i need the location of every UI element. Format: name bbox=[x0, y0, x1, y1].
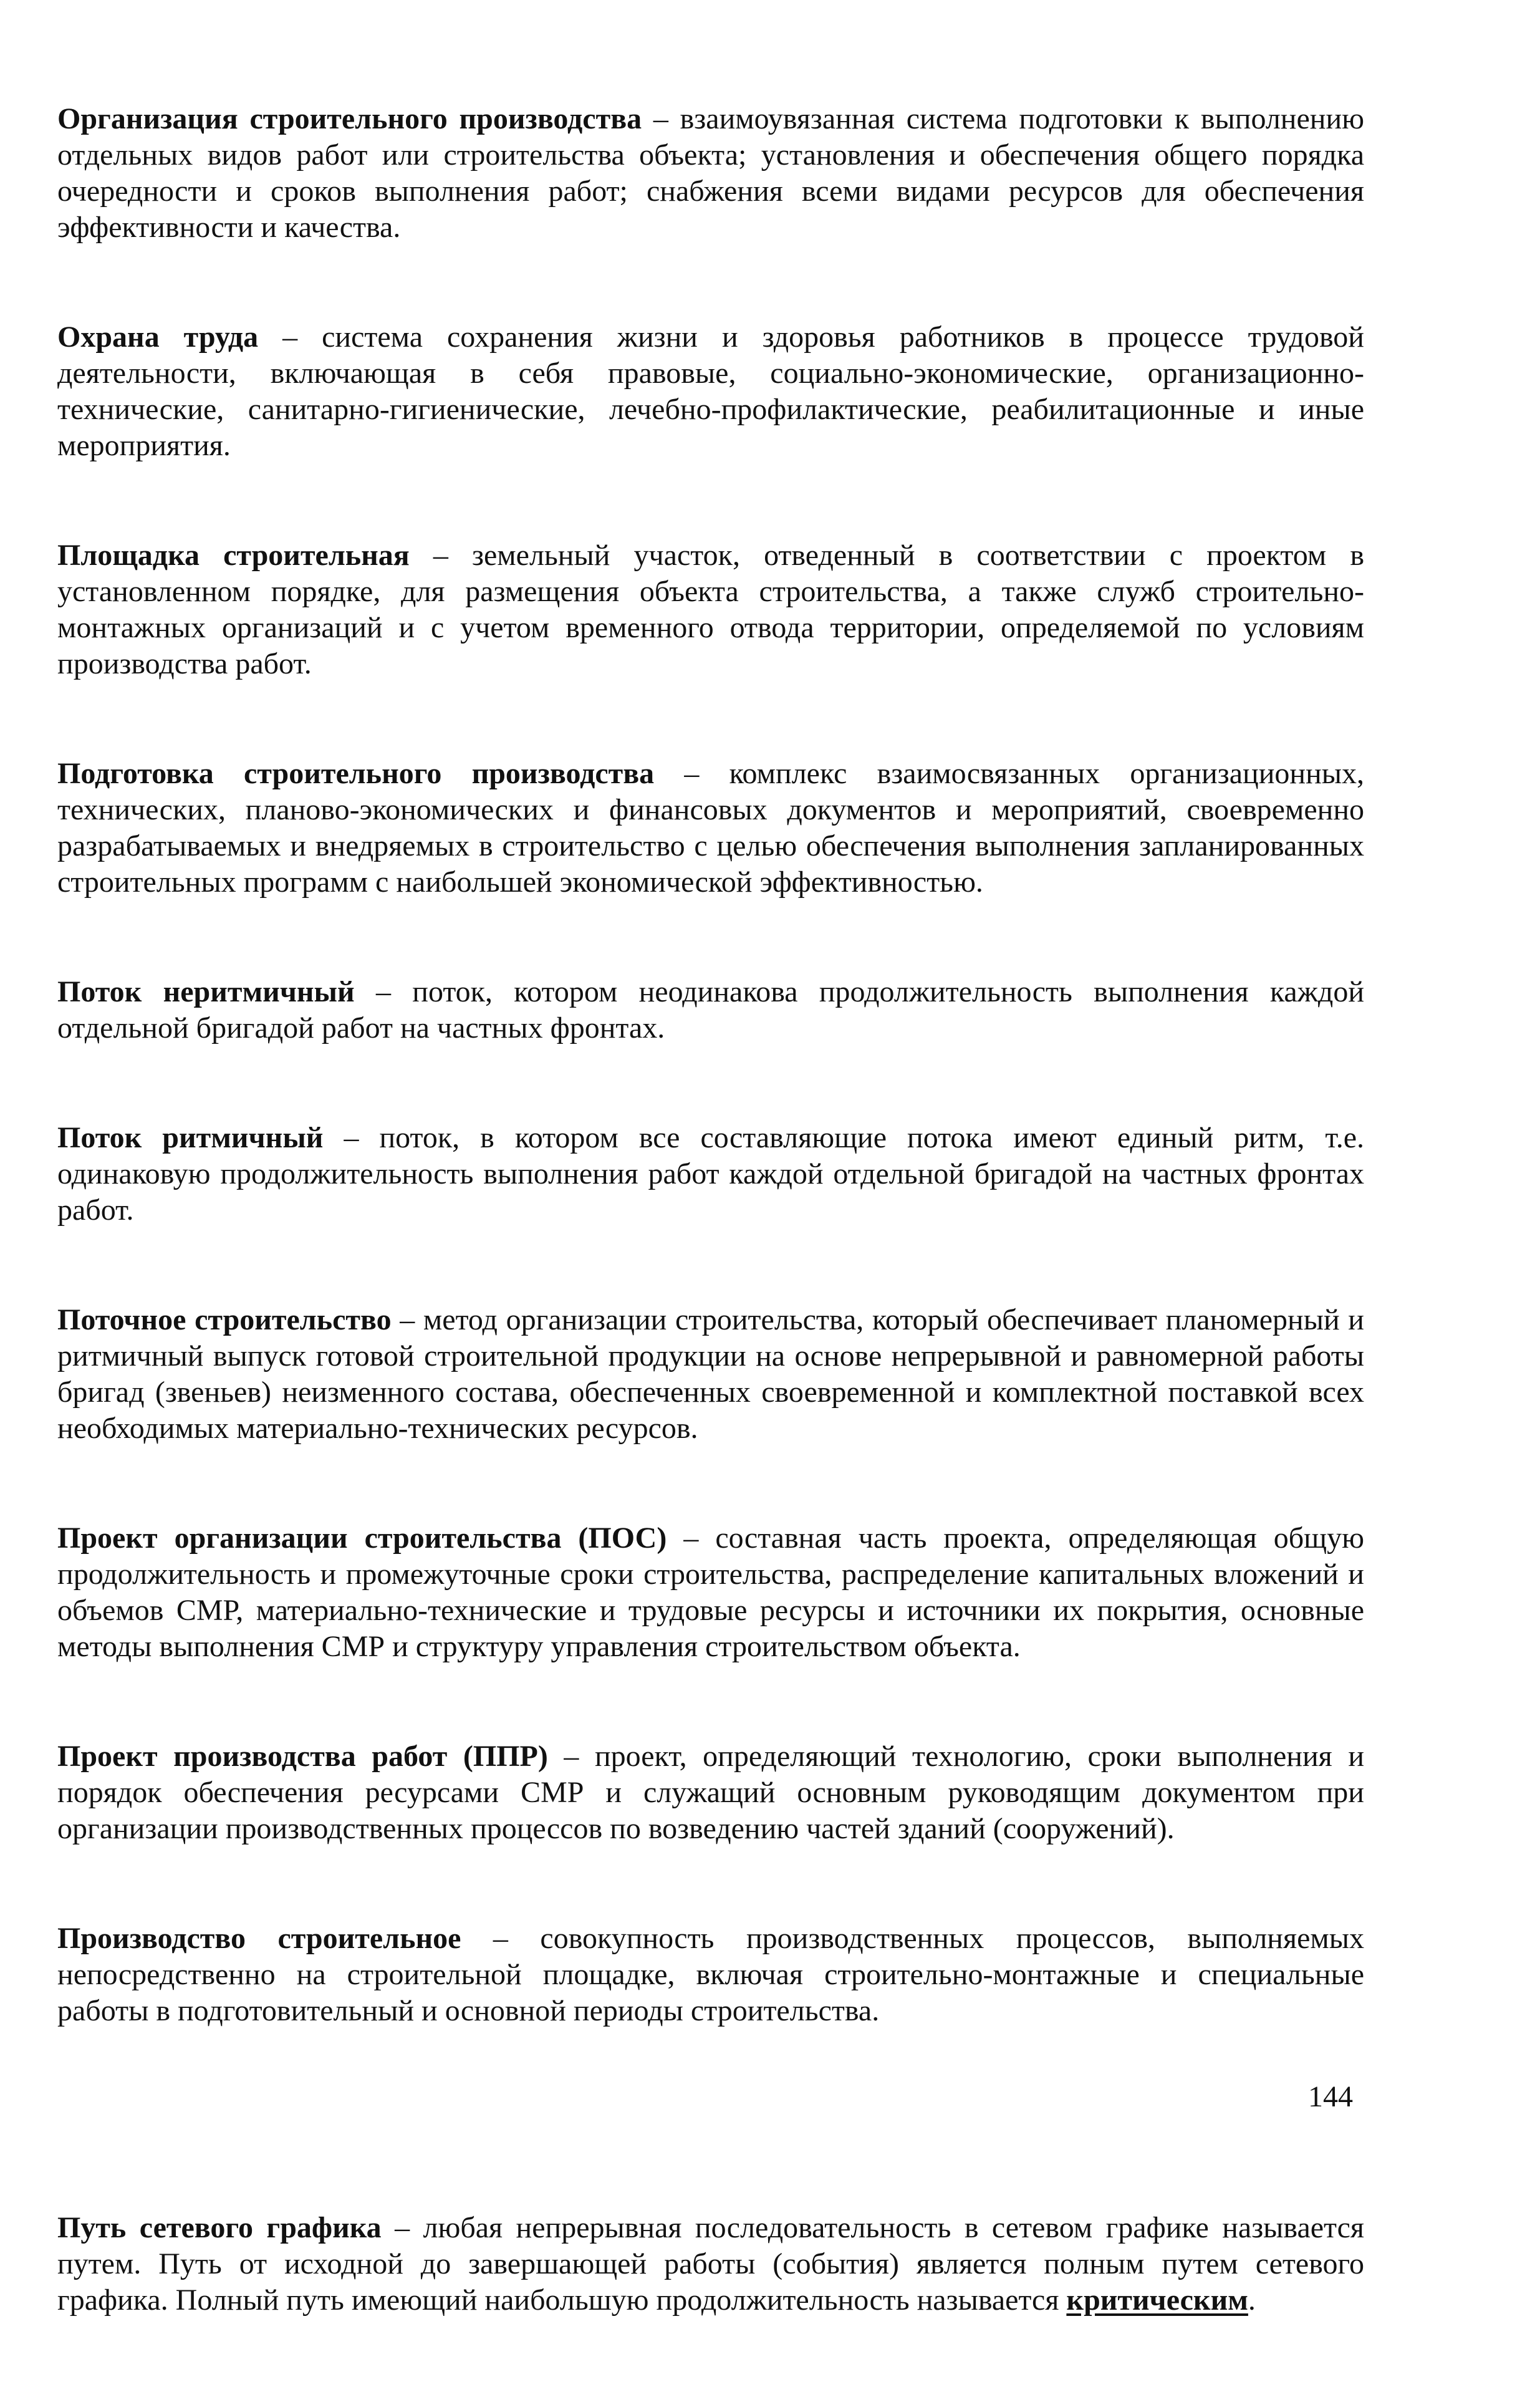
entry-term: Проект организации строительства (ПОС) bbox=[57, 1522, 667, 1555]
entry-definition: – земельный участок, отведенный в соответствии с проектом в установленном порядке, для размещения объекта строительства, а также служб строительно-монтажных организаций и с учетом временного отвода территории, определяемой по условиям производства работ. bbox=[57, 539, 1365, 680]
entry-term: Площадка строительная bbox=[57, 539, 410, 572]
entry-definition: – любая непрерывная последовательность в сетевом графике называется путем. Путь от исходной до завершающей работы (события) является полным путем сетевого графика. Полный путь имеющий наибольшую продолжительность называется bbox=[57, 2211, 1365, 2317]
entry-definition: – составная часть проекта, определяющая общую продолжительность и промежуточные сроки строительства, распределение капитальных вложений и объемов СМР, материально-технические и трудовые ресурсы и источники их покрытия, основные методы выполнения СМР и структуру управления строительством объекта. bbox=[57, 1522, 1365, 1663]
entry-term: Производство строительное bbox=[57, 1922, 461, 1955]
glossary-entry bbox=[57, 1921, 1364, 2029]
glossary-entries bbox=[57, 101, 1364, 2392]
glossary-entry bbox=[57, 538, 1364, 682]
entry-term: Путь сетевого графика bbox=[57, 2211, 382, 2244]
entry-definition: – комплекс взаимосвязанных организационных, технических, планово-экономических и финансовых документов и мероприятий, своевременно разрабатываемых и внедряемых в строительство с целью обеспечения выполнения запланированных строительных программ с наибольшей экономической эффективностью. bbox=[57, 757, 1365, 899]
glossary-entry bbox=[57, 101, 1364, 246]
entry-term: Поток ритмичный bbox=[57, 1121, 324, 1154]
glossary-entry bbox=[57, 1120, 1364, 1228]
glossary-entry bbox=[57, 1520, 1364, 1665]
entry-definition: – поток, в котором все составляющие потока имеют единый ритм, т.е. одинаковую продолжительность выполнения работ каждой отдельной бригадой на частных фронтах работ. bbox=[57, 1121, 1364, 1227]
entry-term: Подготовка строительного производства bbox=[57, 757, 655, 790]
entry-definition: – взаимоувязанная система подготовки к выполнению отдельных видов работ или строительства объекта; установления и обеспечения общего порядка очередности и сроков выполнения работ; снабжения всеми видами ресурсов для обеспечения эффективности и качества. bbox=[57, 102, 1364, 244]
entry-term: Организация строительного производства bbox=[57, 102, 642, 135]
entry-definition: – поток, котором неодинакова продолжительность выполнения каждой отдельной бригадой работ на частных фронтах. bbox=[57, 975, 1365, 1044]
glossary-entry bbox=[57, 1302, 1364, 1447]
entry-definition: – проект, определяющий технологию, сроки выполнения и порядок обеспечения ресурсами СМР и служащий основным руководящим документом при организации производственных процессов по возведению частей зданий (сооружений). bbox=[57, 1740, 1365, 1845]
glossary-entry bbox=[57, 756, 1364, 900]
entry-term: Проект производства работ (ППР) bbox=[57, 1740, 548, 1773]
page-number: 144 bbox=[1308, 2080, 1353, 2113]
entry-definition: – система сохранения жизни и здоровья работников в процессе трудовой деятельности, включающая в себя правовые, социально-экономические, организационно-технические, санитарно-гигиенические, лечебно-профилактические, реабилитационные и иные мероприятия. bbox=[57, 321, 1364, 462]
glossary-entry bbox=[57, 1739, 1364, 1847]
entry-term: Охрана труда bbox=[57, 321, 259, 354]
entry-definition: – совокупность производственных процессов, выполняемых непосредственно на строительной площадке, включая строительно-монтажные и специальные работы в подготовительный и основной периоды строительства. bbox=[57, 1922, 1365, 2027]
entry-term: Поток неритмичный bbox=[57, 975, 355, 1008]
glossary-entry-last bbox=[57, 2210, 1364, 2318]
emphasized-term: критическим bbox=[1066, 2283, 1248, 2317]
glossary-entry bbox=[57, 319, 1364, 464]
entry-term: Поточное строительство bbox=[57, 1303, 392, 1336]
entry-ending: . bbox=[1248, 2283, 1256, 2317]
glossary-entry bbox=[57, 974, 1364, 1046]
entry-definition: – метод организации строительства, который обеспечивает планомерный и ритмичный выпуск готовой строительной продукции на основе непрерывной и равномерной работы бригад (звеньев) неизменного состава, обеспеченных своевременной и комплектной поставкой всех необходимых материально-технических ресурсов. bbox=[57, 1303, 1364, 1445]
